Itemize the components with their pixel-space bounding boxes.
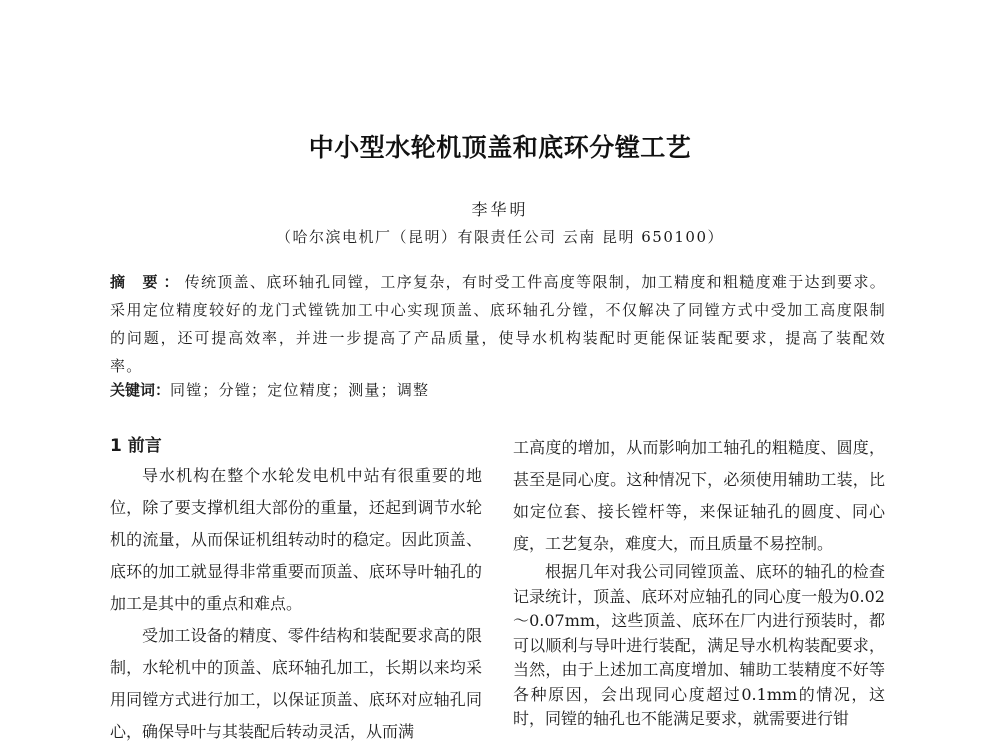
- body-paragraph: 受加工设备的精度、零件结构和装配要求高的限制，水轮机中的顶盖、底环轴孔加工，长期以来均采用同镗方式进行加工，以保证顶盖、底环对应轴孔同心，确保导叶与其装配后转动灵活，从而满: [110, 626, 482, 741]
- abstract: [110, 268, 886, 380]
- abstract-text: 传统顶盖、底环轴孔同镗，工序复杂，有时受工件高度等限制，加工精度和粗糙度难于达到要求。采用定位精度较好的龙门式镗铣加工中心实现顶盖、底环轴孔分镗，不仅解决了同镗方式中受加工高度限制的问题，还可提高效率，并进一步提高了产品质量，使导水机构装配时更能保证装配要求，提高了装配效率。: [110, 273, 886, 375]
- body-paragraph: 根据几年对我公司同镗顶盖、底环的轴孔的检查记录统计，顶盖、底环对应轴孔的同心度一般为0.02～0.07mm，这些顶盖、底环在厂内进行预装时，都可以顺利与导叶进行装配，满足导水机构装配要求，当然，由于上述加工高度增加、辅助工装精度不好等各种原因，会出现同心度超过0.1mm的情况，这时，同镗的轴孔也不能满足要求，就需要进行钳: [513, 562, 885, 728]
- author-name: 李华明: [471, 200, 529, 219]
- body-paragraph: 工高度的增加，从而影响加工轴孔的粗糙度、圆度，甚至是同心度。这种情况下，必须使用辅助工装，比如定位套、接长镗杆等，来保证轴孔的圆度、同心度，工艺复杂，难度大，而且质量不易控制。: [513, 438, 885, 553]
- keywords-text: 同镗；分镗；定位精度；测量；调整: [170, 381, 430, 399]
- section-heading-introduction: 1 前言: [110, 436, 162, 456]
- paper-title: 中小型水轮机顶盖和底环分镗工艺: [308, 133, 692, 162]
- abstract-label: 摘 要：: [110, 273, 185, 291]
- body-column-left: [110, 432, 482, 748]
- author-affiliation: （哈尔滨电机厂（昆明）有限责任公司 云南 昆明 650100）: [275, 228, 725, 246]
- keywords: [110, 378, 886, 402]
- body-paragraph: 导水机构在整个水轮发电机中站有很重要的地位，除了要支撑机组大部份的重量，还起到调节水轮机的流量，从而保证机组转动时的稳定。因此顶盖、底环的加工就显得非常重要而顶盖、底环导叶轴孔的加工是其中的重点和难点。: [110, 466, 482, 613]
- keywords-label: 关键词：: [110, 381, 171, 399]
- body-column-right: [513, 432, 885, 732]
